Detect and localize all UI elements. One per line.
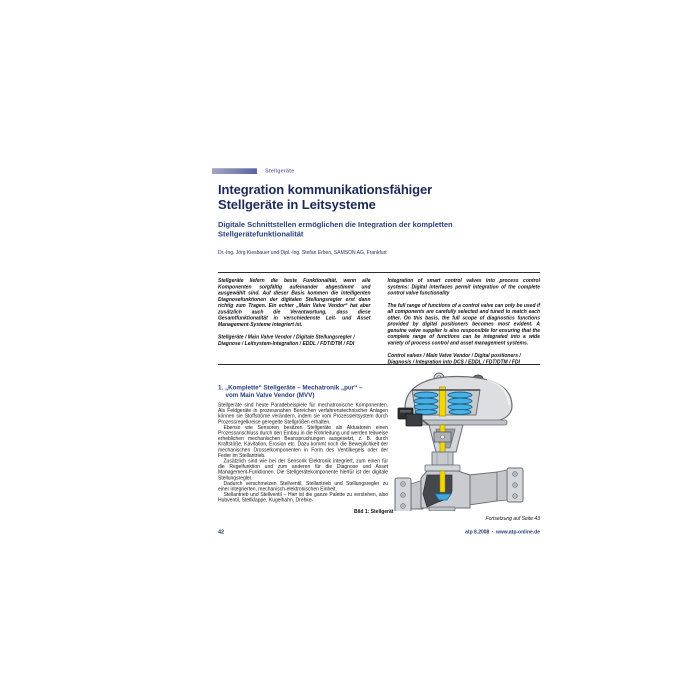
title-line-1: Integration kommunikationsfähiger bbox=[218, 182, 433, 197]
abstract-box bbox=[218, 272, 540, 365]
control-valve-cutaway-figure bbox=[391, 370, 542, 511]
abstract-english-column bbox=[388, 278, 541, 364]
journal-url: www.atp-online.de bbox=[496, 529, 540, 535]
journal-footer bbox=[465, 530, 540, 536]
page-subtitle bbox=[218, 220, 508, 239]
article-page bbox=[160, 155, 545, 555]
abstract-english-keywords: Control valves / Main Valve Vendor / Digital positioners / Diagnosis / Integration into DCS / EDDL / FDT/DTM / FDI bbox=[387, 353, 521, 365]
abstract-english-body: The full range of functions of a control valve can only be used if all components are carefully selected and tuned to match each other. On this basis, the full scope of diagnostics functions provided by digital positioners becomes most evident. A genuine valve supplier is also responsible for ensuring that the complete range of functions can be integrated into a wide variety of process control and asset management systems. bbox=[387, 302, 540, 346]
body-paragraph: Stellantrieb und Stellventil – Hier ist die ganze Palette zu verstehen, also Hubventil, Stellklappe, Kugelhahn, Drehke- bbox=[218, 492, 388, 504]
section-1-heading-line-2: vom Main Valve Vendor (MVV) bbox=[225, 391, 315, 399]
abstract-english-title: Integration of smart control valves into process control systems: Digital interfaces permit integration of the complete control valve functionality bbox=[387, 278, 540, 296]
section-1-heading-line-1: 1. „Komplette“ Stellgeräte – Mechatronik „pur“ – bbox=[218, 384, 363, 391]
section-1-heading bbox=[218, 384, 388, 399]
body-paragraph: Zusätzlich sind wie bei der Sensorik Elektronik integriert, zum einen für die Regelfunktion und zum anderen für die Diagnose und Asset Management-Funktionen. Die Stellgerätekomponente hierfür ist der digitale Stellungsregler. bbox=[218, 458, 388, 481]
figure-caption: Bild 1: Stellgerät bbox=[354, 509, 394, 515]
category-label: Stellgeräte bbox=[265, 168, 295, 174]
author-byline: Dr.-Ing. Jörg Kiesbauer und Dipl.-Ing. Stefan Erben, SAMSON AG, Frankfurt bbox=[218, 250, 387, 256]
category-bar bbox=[212, 168, 257, 174]
title-line-2: Stellgeräte in Leitsysteme bbox=[218, 197, 376, 212]
body-paragraph: Stellgeräte sind heute Paradebeispiele für mechatronische Komponenten. Als Feldgeräte in prozessnahen Bereichen verfahrenstechnischer Anlagen können sie Stoffströme verändern, indem sie vom Prozessleitsystem durch Prozessregelkreise geregelte Stellgrößen erhalten. bbox=[218, 402, 388, 425]
abstract-german-body: Stellgeräte liefern die beste Funktionalität, wenn alle Komponenten sorgfältig aufeinander abgestimmt und ausgewählt sind. Auf dieser Basis kommen die intelligenten Diagnosefunktionen der digitalen Stellungsregler erst dann richtig zum Tragen. Ein echter „Main Valve Vendor“ hat aber zusätzlich auch die Verantwortung, dass diese Gesamtfunktionalität in verschiedenste Leit- und Asset Management-Systeme integriert ist. bbox=[218, 278, 371, 328]
continuation-note: Fortsetzung auf Seite 43 bbox=[485, 516, 540, 522]
page-number: 42 bbox=[218, 529, 225, 535]
journal-issue: atp 8.2008 bbox=[465, 529, 490, 535]
subtitle-line-2: Stellgerätefunktionalität bbox=[218, 230, 304, 239]
valve-body bbox=[395, 468, 523, 511]
abstract-german-keywords: Stellgeräte / Main Valve Vendor / Digitale Stellungsregler / Diagnose / Leitsystem-Integration / EDDL / FDT/DTM / FDI bbox=[218, 334, 355, 347]
page-title bbox=[218, 182, 498, 212]
body-paragraph: Ebenso wie Sensoren besitzen Stellgeräte als Aktuatoren einen Prozessanschluss durch den Einbau in die Rohrleitung und werden teilweise erheblichen mechanischen Beanspruchungen ausgesetzt, z. B. durch Kraftstöße, Kavitation, Erosion etc. Dazu kommt noch die Beweglichkeit der mechanischen Drosselkomponenten in Form des Ventilkegels oder der Feder im Stellantrieb. bbox=[218, 424, 388, 459]
footer-separator: · bbox=[491, 529, 494, 535]
page-footer bbox=[218, 529, 540, 535]
abstract-german-column bbox=[218, 278, 371, 364]
main-text-column bbox=[218, 384, 388, 503]
subtitle-line-1: Digitale Schnittstellen ermöglichen die Integration der kompletten bbox=[218, 220, 453, 229]
category-tag bbox=[212, 168, 294, 174]
body-paragraph: Dadurch verschmelzen Stellventil, Stellantrieb und Stellungsregler zu einer integrierten, mechanisch-elektronischen Einheit. bbox=[218, 480, 388, 493]
